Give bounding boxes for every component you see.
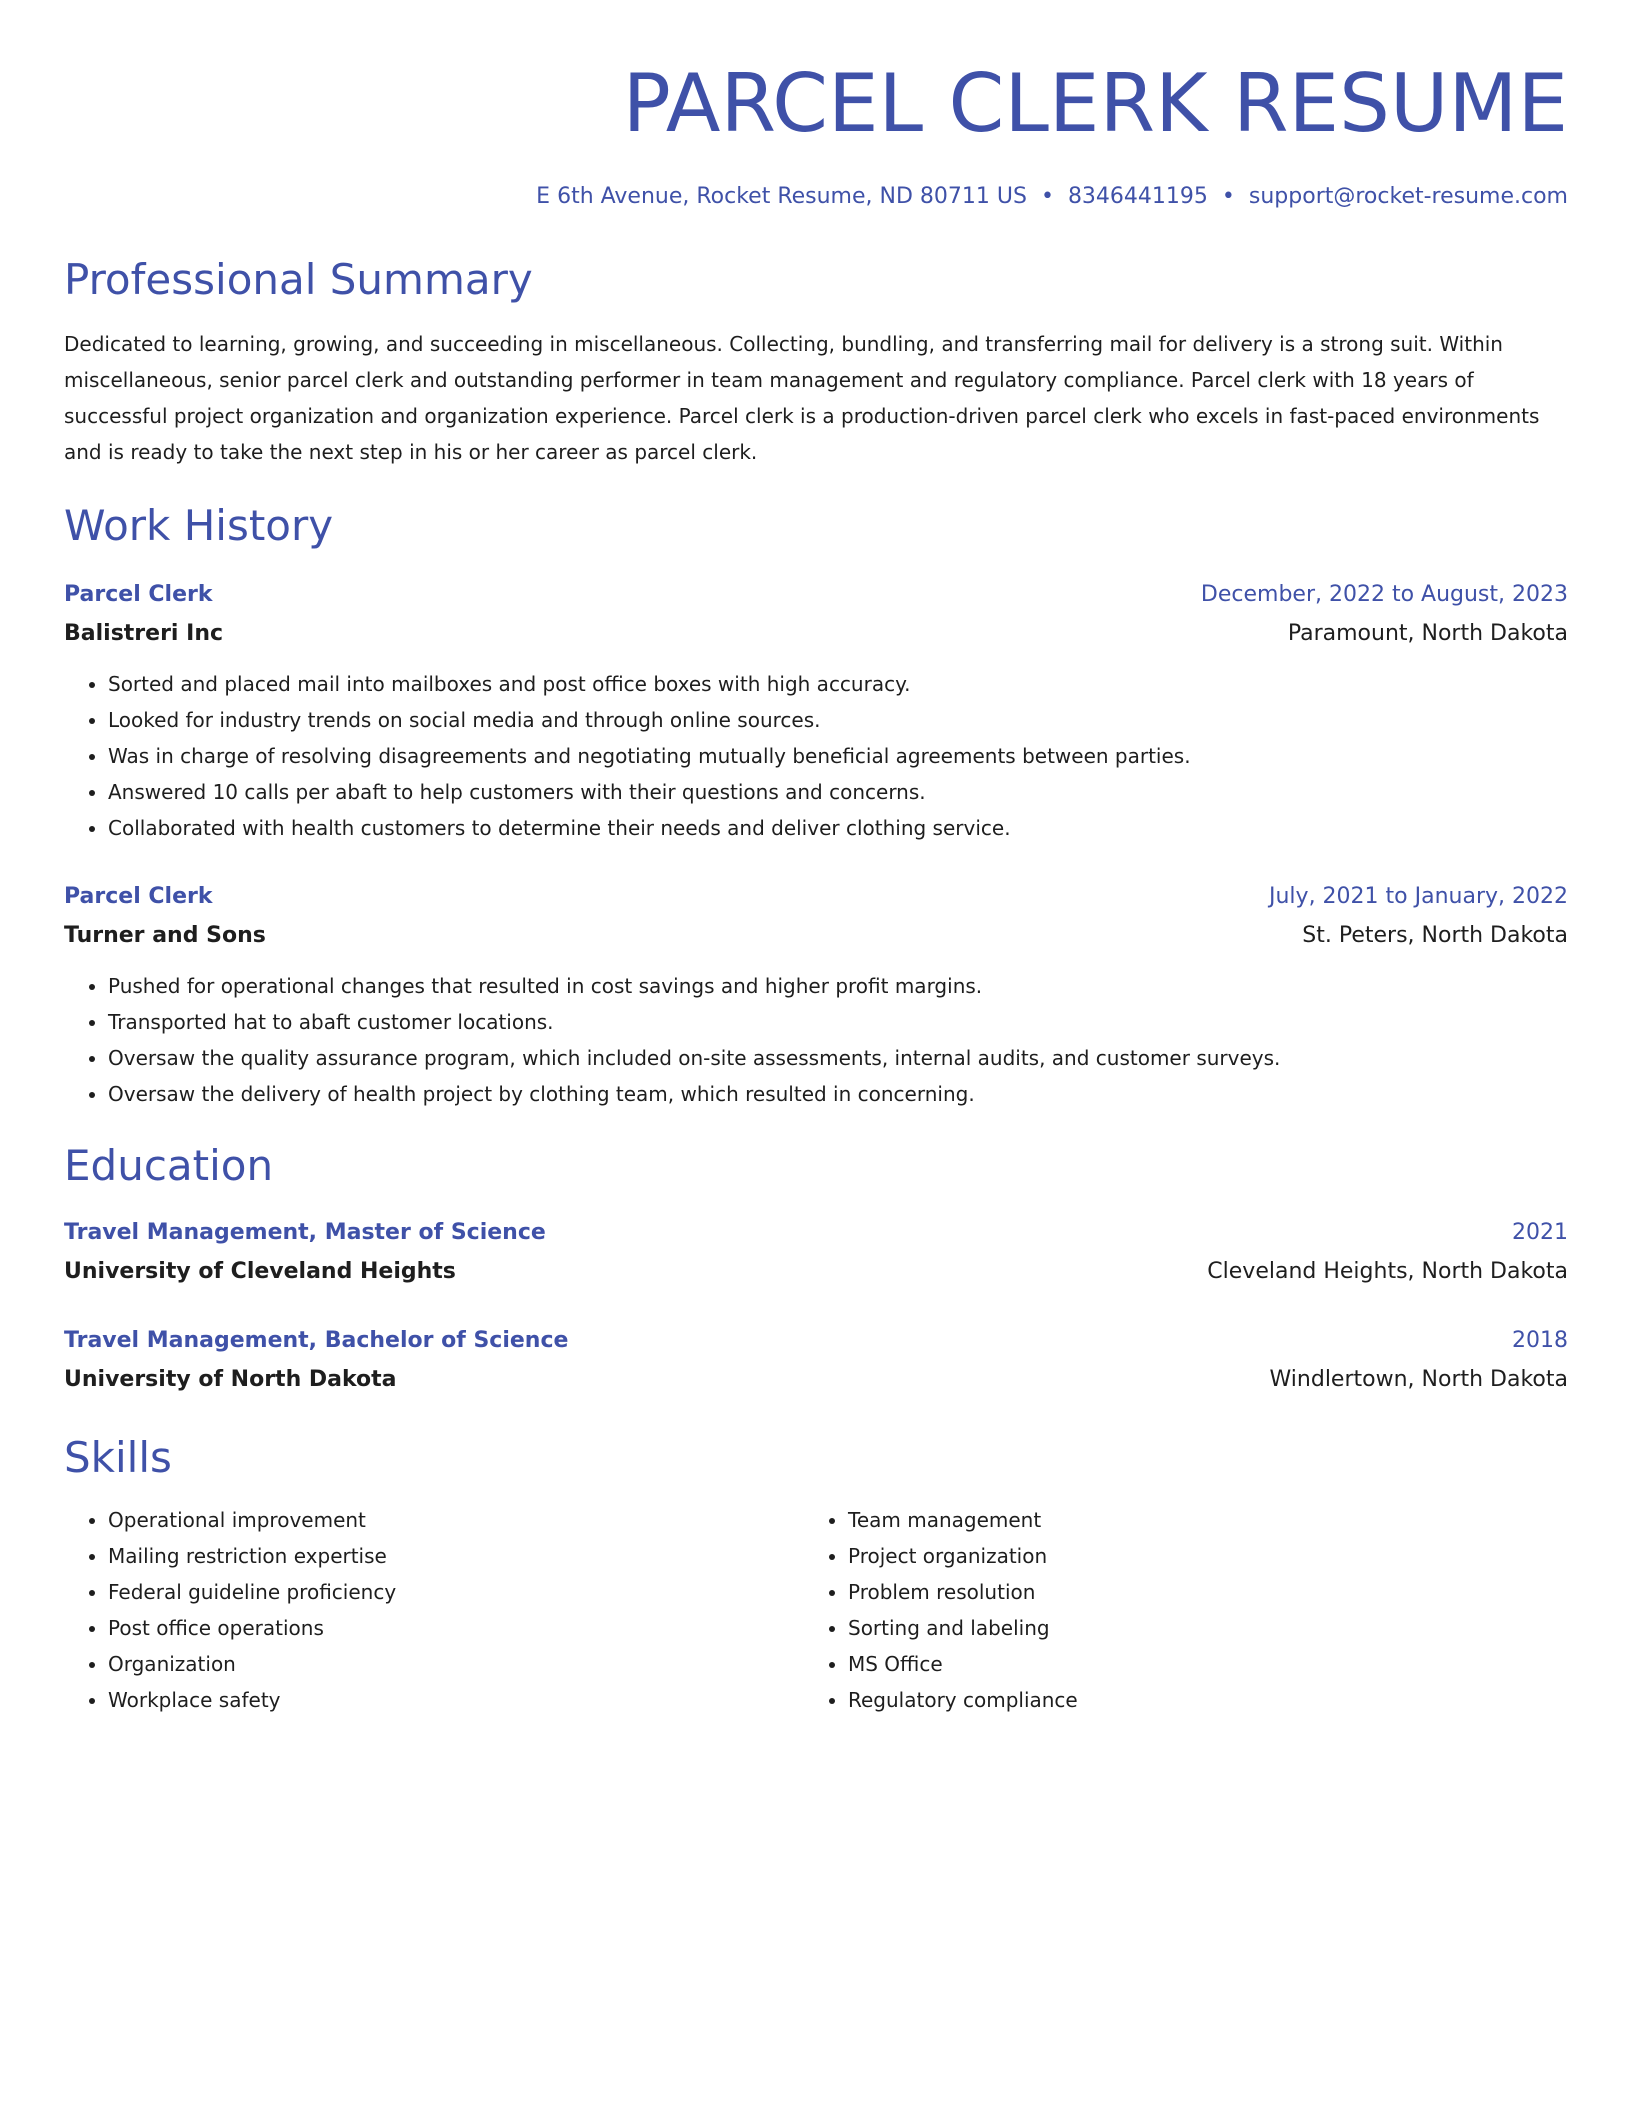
job-company: Turner and Sons	[64, 923, 266, 948]
job-company: Balistreri Inc	[64, 621, 224, 646]
contact-separator: •	[1040, 184, 1054, 209]
skill-item: • Operational improvement	[108, 1502, 804, 1538]
job-bullet: • Oversaw the quality assurance program, which included on-site assessments, internal audits, and customer surveys.	[108, 1040, 1568, 1076]
skills-column-left	[64, 1502, 804, 1718]
contact-line	[64, 180, 1568, 214]
job-location: St. Peters, North Dakota	[1302, 923, 1568, 948]
education-location: Cleveland Heights, North Dakota	[1207, 1259, 1568, 1284]
education-degree: Travel Management, Master of Science	[64, 1220, 546, 1245]
job-title: Parcel Clerk	[64, 884, 213, 909]
skills-list	[64, 1502, 1568, 1718]
education-degree-row	[64, 1214, 1568, 1252]
skill-item: • Problem resolution	[848, 1574, 1544, 1610]
skill-item: • Post office operations	[108, 1610, 804, 1646]
skill-item: • Team management	[848, 1502, 1544, 1538]
job-bullet: • Oversaw the delivery of health project by clothing team, which resulted in concerning.	[108, 1076, 1568, 1112]
contact-phone: 8346441195	[1067, 184, 1208, 209]
job-bullets	[64, 968, 1568, 1112]
skills-column-right	[804, 1502, 1544, 1718]
education-school: University of North Dakota	[64, 1367, 397, 1392]
job-bullet: • Sorted and placed mail into mailboxes and post office boxes with high accuracy.	[108, 666, 1568, 702]
job-location: Paramount, North Dakota	[1287, 621, 1568, 646]
job-header-row	[64, 576, 1568, 614]
job-bullet: • Was in charge of resolving disagreements and negotiating mutually beneficial agreements between parties.	[108, 738, 1568, 774]
skill-item: • Regulatory compliance	[848, 1682, 1544, 1718]
education-location: Windlertown, North Dakota	[1269, 1367, 1568, 1392]
job-entry	[64, 878, 1568, 1112]
contact-address: E 6th Avenue, Rocket Resume, ND 80711 US	[536, 184, 1027, 209]
skill-item: • Sorting and labeling	[848, 1610, 1544, 1646]
job-bullet: • Looked for industry trends on social media and through online sources.	[108, 702, 1568, 738]
section-title-education: Education	[64, 1141, 274, 1190]
section-title-skills: Skills	[64, 1433, 172, 1482]
job-title: Parcel Clerk	[64, 582, 213, 607]
resume-header	[64, 0, 1568, 214]
job-bullets	[64, 666, 1568, 846]
section-title-summary: Professional Summary	[64, 255, 533, 304]
job-bullet: • Transported hat to abaft customer locations.	[108, 1004, 1568, 1040]
resume-title: PARCEL CLERK RESUME	[622, 57, 1568, 150]
education-entry	[64, 1214, 1568, 1292]
skill-item: • Project organization	[848, 1538, 1544, 1574]
education-degree: Travel Management, Bachelor of Science	[64, 1328, 569, 1353]
skill-item: • Workplace safety	[108, 1682, 804, 1718]
job-bullet: • Collaborated with health customers to determine their needs and deliver clothing service.	[108, 810, 1568, 846]
education-school-row	[64, 1252, 1568, 1292]
skill-item: • Federal guideline proficiency	[108, 1574, 804, 1610]
job-company-row	[64, 916, 1568, 956]
skill-item: • Organization	[108, 1646, 804, 1682]
job-dates: July, 2021 to January, 2022	[1269, 884, 1568, 909]
education-entry	[64, 1322, 1568, 1400]
section-title-work-history: Work History	[64, 501, 334, 550]
education-school-row	[64, 1360, 1568, 1400]
job-company-row	[64, 614, 1568, 654]
education-year: 2021	[1512, 1220, 1568, 1245]
education-year: 2018	[1512, 1328, 1568, 1353]
contact-email: support@rocket-resume.com	[1248, 184, 1568, 209]
job-dates: December, 2022 to August, 2023	[1200, 582, 1568, 607]
education-school: University of Cleveland Heights	[64, 1259, 456, 1284]
skill-item: • MS Office	[848, 1646, 1544, 1682]
job-entry	[64, 576, 1568, 846]
job-bullet: • Pushed for operational changes that resulted in cost savings and higher profit margins.	[108, 968, 1568, 1004]
contact-separator: •	[1221, 184, 1235, 209]
summary-text: Dedicated to learning, growing, and succeeding in miscellaneous. Collecting, bundling, and transferring mail for delivery is a strong suit. Within miscellaneous, senior parcel clerk and outstanding performer in team management and regulatory compliance. Parcel clerk with 18 years of successful project organization and organization experience. Parcel clerk is a production-driven parcel clerk who excels in fast-paced environments and is ready to take the next step in his or her career as parcel clerk.	[64, 332, 1540, 464]
skill-item: • Mailing restriction expertise	[108, 1538, 804, 1574]
education-degree-row	[64, 1322, 1568, 1360]
job-bullet: • Answered 10 calls per abaft to help customers with their questions and concerns.	[108, 774, 1568, 810]
job-header-row	[64, 878, 1568, 916]
